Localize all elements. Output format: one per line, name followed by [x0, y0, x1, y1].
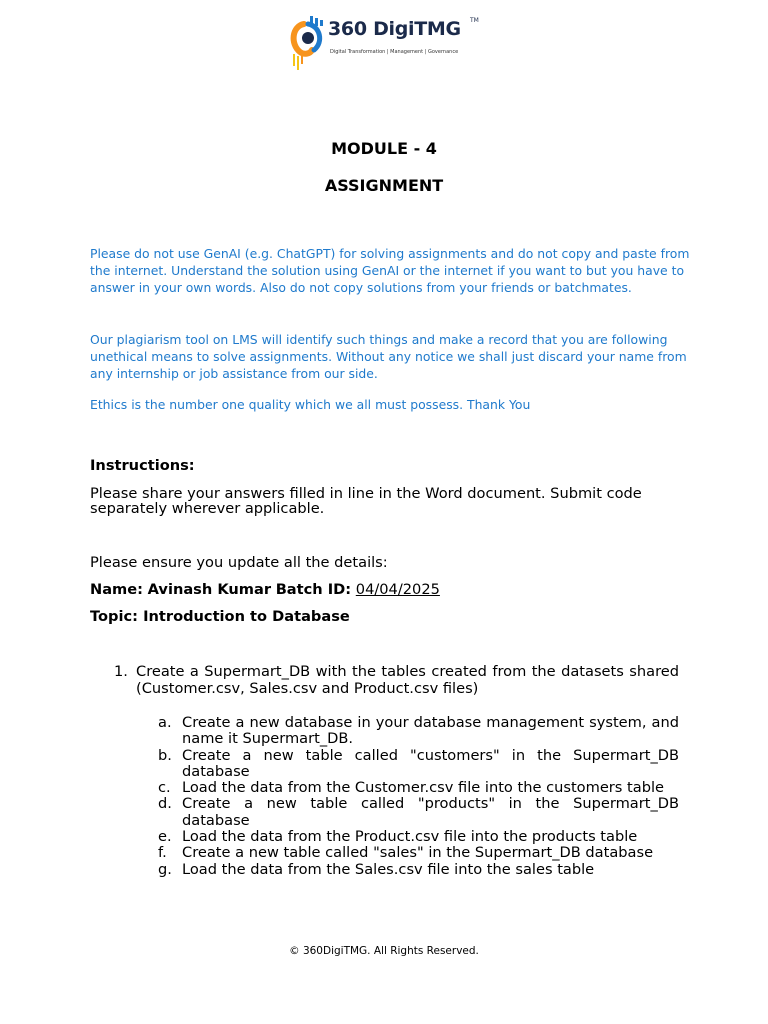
subtask-text: Load the data from the Product.csv file into the products table: [182, 828, 638, 846]
ensure-details-text: Please ensure you update all the details:: [90, 554, 388, 571]
subtask-letter: b.: [158, 746, 172, 764]
subtask-text: Create a new table called "products" in the Supermart_DB database: [182, 795, 679, 829]
topic-value: Introduction to Database: [143, 608, 350, 625]
subtask-letter: d.: [158, 795, 172, 813]
task-text: Create a Supermart_DB with the tables created from the datasets shared (Customer.csv, Sales.csv and Product.csv files): [136, 663, 679, 697]
subtask-text: Create a new table called "sales" in the Supermart_DB database: [182, 844, 654, 862]
batch-id-label: Batch ID:: [275, 581, 352, 598]
subtask-item: [136, 780, 679, 796]
subtask-item: [136, 845, 679, 861]
subtask-text: Load the data from the Sales.csv file into the sales table: [182, 860, 595, 878]
batch-id-value[interactable]: 04/04/2025: [355, 581, 440, 598]
company-logo: [290, 14, 480, 72]
notice-paragraph-plagiarism: Our plagiarism tool on LMS will identify such things and make a record that you are following unethical means to solve assignments. Without any notice we shall just discard your name from any internship or job assistance from our side.: [90, 332, 687, 382]
logo-mark-icon: [290, 14, 330, 72]
instructions-heading: Instructions:: [90, 457, 195, 474]
name-batch-line: [90, 581, 440, 598]
subtask-letter: c.: [158, 779, 171, 797]
name-label: Name:: [90, 581, 144, 598]
subtask-letter: a.: [158, 714, 172, 731]
subtask-text: Load the data from the Customer.csv file into the customers table: [182, 779, 664, 797]
subtask-item: [136, 796, 679, 829]
topic-label: Topic:: [90, 608, 138, 625]
assignment-title: ASSIGNMENT: [324, 176, 444, 195]
subtask-item: [136, 715, 679, 748]
name-value[interactable]: Avinash Kumar: [147, 581, 272, 598]
logo-trademark: TM: [470, 17, 479, 24]
instructions-body: Please share your answers filled in line in the Word document. Submit code separately wherever applicable.: [90, 485, 642, 517]
topic-line: [90, 608, 350, 625]
module-title: MODULE - 4: [331, 139, 437, 158]
subtask-item: [136, 748, 679, 781]
subtask-item: [136, 829, 679, 845]
copyright-footer: © 360DigiTMG. All Rights Reserved.: [289, 945, 479, 957]
subtask-letter: g.: [158, 860, 172, 878]
notice-paragraph-genai: Please do not use GenAI (e.g. ChatGPT) for solving assignments and do not copy and paste from the internet. Understand the solution using GenAI or the internet if you want to but you have to answer in your own words. Also do not copy solutions from your friends or batchmates.: [90, 246, 690, 296]
subtask-list: [136, 715, 679, 878]
subtask-letter: f.: [158, 844, 167, 862]
subtask-text: Create a new database in your database management system, and name it Supermart_DB.: [182, 714, 679, 748]
subtask-letter: e.: [158, 828, 172, 846]
subtask-item: [136, 862, 679, 878]
logo-tagline: Digital Transformation | Management | Governance: [330, 49, 459, 55]
logo-brand-text: 360 DigiTMG: [328, 18, 461, 40]
task-number: 1.: [114, 663, 128, 680]
notice-paragraph-ethics: Ethics is the number one quality which we all must possess. Thank You: [90, 397, 531, 412]
subtask-text: Create a new table called "customers" in the Supermart_DB database: [182, 746, 679, 780]
